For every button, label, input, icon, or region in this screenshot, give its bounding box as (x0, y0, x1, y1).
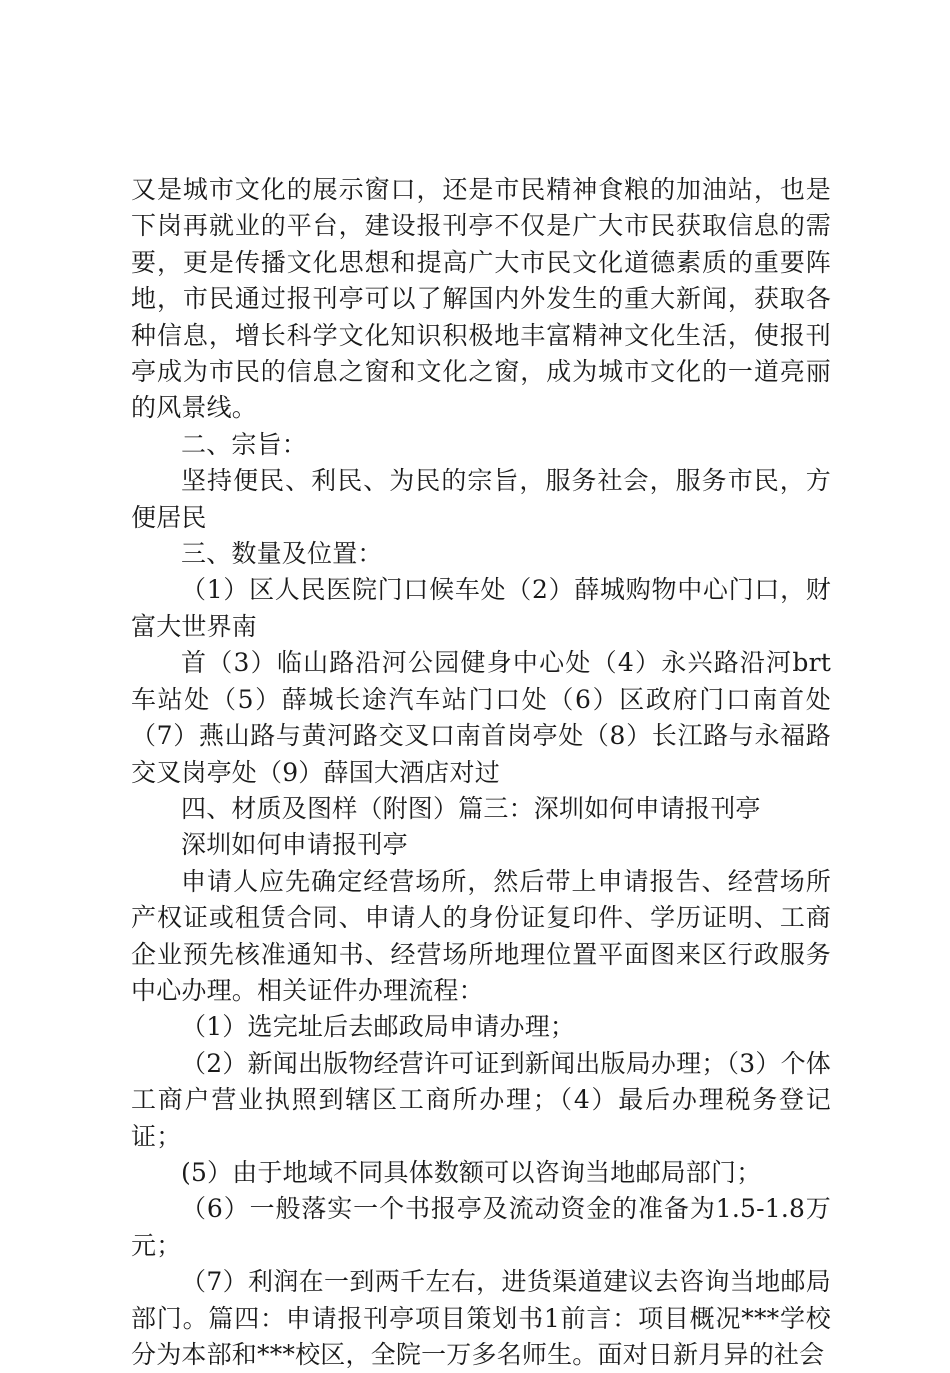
heading-quantity-location: 三、数量及位置： (181, 539, 383, 569)
heading-shenzhen-apply: 深圳如何申请报刊亭 (181, 830, 408, 860)
heading-material-article-three: 四、材质及图样（附图）篇三：深圳如何申请报刊亭 (181, 793, 761, 823)
paragraph-intro-continued: 又是城市文化的展示窗口，还是市民精神食粮的加油站，也是下岗再就业的平台，建设报刊亭不仅是广大市民获取信息的需要，更是传播文化思想和提高广大市民文化道德素质的重要阵地，市民通过报刊亭可以了解国内外发生的重大新闻，获取各种信息，增长科学文化知识积极地丰富精神文化生活，使报刊亭成为市民的信息之窗和文化之窗，成为城市文化的一道亮丽的风景线。 (131, 175, 831, 423)
list-item-step-1: （1）选完址后去邮政局申请办理； (181, 1012, 576, 1042)
list-item-step-7-article-four: （7）利润在一到两千左右，进货渠道建议去咨询当地邮局部门。篇四：申请报刊亭项目策划书1前言：项目概况***学校分为本部和***校区，全院一万多名师生。面对日新月异的社会 (131, 1267, 831, 1369)
list-item-step-6: （6）一般落实一个书报亭及流动资金的准备为1.5-1.8万元； (131, 1194, 831, 1260)
paragraph-purpose: 坚持便民、利民、为民的宗旨，服务社会，服务市民，方便居民 (131, 466, 831, 532)
heading-purpose: 二、宗旨： (181, 429, 308, 459)
paragraph-application-requirements: 申请人应先确定经营场所，然后带上申请报告、经营场所产权证或租赁合同、申请人的身份证复印件、学历证明、工商企业预先核准通知书、经营场所地理位置平面图来区行政服务中心办理。相关证件办理流程： (131, 866, 831, 1005)
paragraph-locations-1: （1）区人民医院门口候车处（2）薛城购物中心门口，财富大世界南 (131, 575, 831, 641)
list-item-step-2-4: （2）新闻出版物经营许可证到新闻出版局办理；（3）个体工商户营业执照到辖区工商所办理；（4）最后办理税务登记证； (131, 1048, 831, 1151)
document-body (131, 172, 831, 1373)
paragraph-locations-2: 首（3）临山路沿河公园健身中心处（4）永兴路沿河brt车站处（5）薛城长途汽车站门口处（6）区政府门口南首处（7）燕山路与黄河路交叉口南首岗亭处（8）长江路与永福路交叉岗亭处（9）薛国大酒店对过 (131, 648, 831, 787)
list-item-step-5: (5）由于地域不同具体数额可以咨询当地邮局部门； (181, 1157, 762, 1187)
